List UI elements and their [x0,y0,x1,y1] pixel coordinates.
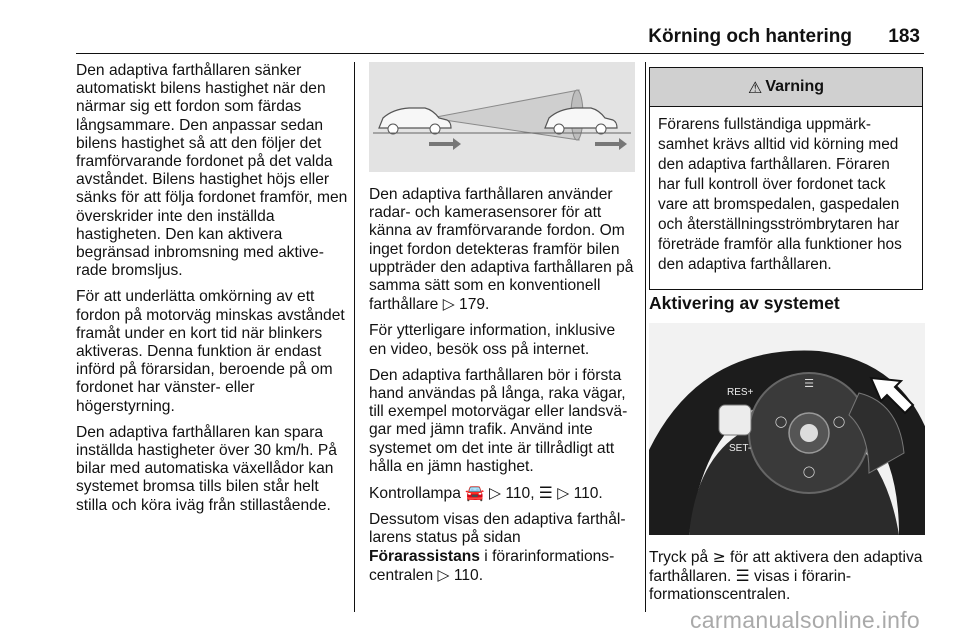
header-rule [76,53,924,54]
column-1 [76,62,348,523]
paragraph: Dessutom visas den adaptiva farthållarens status på sidan Förarassistans i förarinformationscentralen ▷ 110. [369,511,626,584]
paragraph: Den adaptiva farthållaren kan spara inställda hastigheter över 30 km/h. På bilar med automatiska växellådor kan systemet bromsa tills bilen står helt stilla och köra iväg från stillastående. [76,423,337,514]
reference-arrow-icon: ▷ [437,565,450,584]
warning-triangle-icon: ⚠ [747,77,763,97]
svg-text:◯: ◯ [832,415,846,428]
paragraph: Kontrollampa 🚘 ▷ 110, ☰ ▷ 110. [369,484,603,503]
section-heading: Aktivering av systemet [649,293,840,313]
paragraph: För att underlätta omkörning av ett fordon på motorväg minskas avståndet framåt under en kort tid när blinkers aktiveras. Denna funktion är endast införd på förarsidan, beroende på om fordonet har vänster- eller högerstyrning. [76,288,345,415]
adaptive-cruise-icon: ≥ [712,548,726,566]
steering-wheel-controls-illustration [649,323,925,535]
column-2 [369,186,635,593]
paragraph: Den adaptiva farthållaren sänker automatiskt bilens hastighet när den närmar sig ett fordon som färdas långsammare. Den anpassar sedan bilens hastighet så att den följer det framförvarande fordonet på det valda avståndet. Bilens hastighet höjs eller sänks för att följa fordonet framför, men överskrider inte den inställda hastigheten. Den kan aktivera begränsad inbromsning med aktiverade bromsljus. [76,62,348,280]
column-divider-left [354,62,355,612]
page-header-title: Körning och hantering [648,26,852,47]
reference-arrow-icon: ▷ [557,484,570,503]
direction-arrow-icon [429,138,461,150]
watermark: carmanualsonline.info [689,607,920,633]
activation-text: Tryck på ≥ för att aktivera den adaptiva farthållaren. ☰ visas i förarinformationscentralen. [649,548,923,604]
paragraph: Den adaptiva farthållaren bör i första hand användas på långa, raka vägar, till exempel motorvägar eller landsvägar med jämn trafik. Använd inte systemet om det inte är tillrådligt att hålla en jämn hastighet. [369,366,628,475]
reference-arrow-icon: ▷ [442,295,455,314]
own-car-icon [379,108,451,134]
res-label: RES+ [727,387,754,398]
svg-text:◯: ◯ [802,465,816,478]
warning-heading: ⚠ Varning [650,68,922,107]
adaptive-cruise-icon: ☰ [735,567,750,586]
column-divider-right [645,62,646,612]
warning-text: Förarens fullständiga uppmärksamhet krävs alltid vid körning med den adaptiva farthållaren. Föraren har full kontroll över fordonet tack vare att bromspedalen, gaspedalen och återställningsströmbrytaren har företräde framför alla funktioner hos den adaptiva farthållaren. [658,116,902,273]
control-cluster [749,373,869,493]
radar-illustration [369,62,635,172]
menu-name: Förarassistans [369,547,480,565]
svg-text:☰: ☰ [804,377,814,390]
adaptive-cruise-icon: ☰ [538,484,553,503]
direction-arrow-icon [595,138,627,150]
paragraph: För ytterligare information, inklusive en video, besök oss på internet. [369,322,616,358]
paragraph: Den adaptiva farthållaren använder radar- och kamerasensorer för att känna av framförvarande fordon. Om inget fordon detekteras framför bilen uppträder den adaptiva farthållaren på samma sätt som en konventionell farthållare ▷ 179. [369,186,634,314]
set-label: SET- [729,443,752,454]
svg-text:◯: ◯ [774,415,788,428]
car-control-lamp-icon: 🚘 [465,484,485,503]
page-number: 183 [888,26,920,47]
warning-box [649,67,923,290]
reference-arrow-icon: ▷ [489,484,501,503]
